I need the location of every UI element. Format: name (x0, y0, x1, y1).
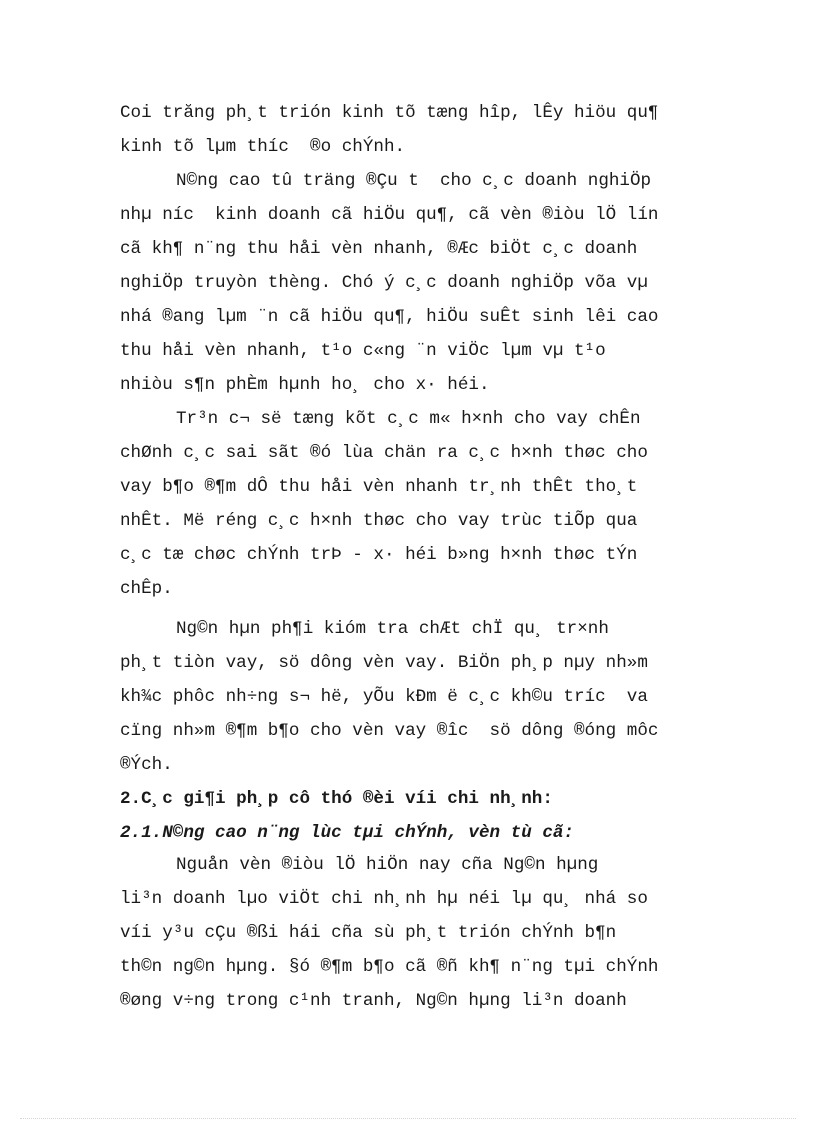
heading-2: 2.C¸c gi¶i ph¸p cô thó ®èi víi chi nh¸nh: (120, 789, 553, 809)
text-line: kinh tõ lµm thíc ®o chÝnh. (120, 137, 406, 157)
paragraph-4 (120, 612, 720, 782)
paragraph-5 (120, 848, 720, 1018)
text-line: c¸c tæ chøc chÝnh trÞ - x· héi b»ng h×nh thøc tÝn (120, 545, 638, 565)
text-line: Coi trăng ph¸t trión kinh tõ tæng hîp, lÊy hiöu qu¶ (120, 103, 659, 123)
paragraph-3 (120, 402, 720, 606)
text-line: cïng nh»m ®¶m b¶o cho vèn vay ®îc sö dông ®óng môc (120, 721, 659, 741)
text-line: chÊp. (120, 579, 173, 599)
text-line: kh¾c phôc nh÷ng s¬ hë, yÕu kÐm ë c¸c kh©u tríc va (120, 687, 648, 707)
page-bottom-rule (20, 1118, 796, 1119)
text-line: cã kh¶ n¨ng thu håi vèn nhanh, ®Æc biÖt c¸c doanh (120, 239, 638, 259)
text-line: nhÊt. Më réng c¸c h×nh thøc cho vay trùc tiÕp qua (120, 511, 638, 531)
text-line: nhµ níc kinh doanh cã hiÖu qu¶, cã vèn ®iòu lÖ lín (120, 205, 659, 225)
text-line: nhiòu s¶n phÈm hµnh ho¸ cho x· héi. (120, 375, 490, 395)
text-line: nhá ®ang lµm ¨n cã hiÖu qu¶, hiÖu suÊt sinh lêi cao (120, 307, 659, 327)
text-line: chØnh c¸c sai sãt ®ó lùa chän ra c¸c h×nh thøc cho (120, 443, 648, 463)
text-line: víi y³u cÇu ®ßi hái cña sù ph¸t trión chÝnh b¶n (120, 923, 617, 943)
text-line: N©ng cao tû träng ®Çu t cho c¸c doanh nghiÖp (176, 171, 652, 191)
text-line: li³n doanh lµo viÖt chi nh¸nh hµ néi lµ qu¸ nhá so (120, 889, 648, 909)
paragraph-2 (120, 164, 720, 402)
section-heading-2 (120, 782, 720, 816)
text-line: Ng©n hµn ph¶i kióm tra chÆt chÏ qu¸ tr×nh (176, 619, 609, 639)
paragraph-1 (120, 96, 720, 164)
text-line: ph¸t tiòn vay, sö dông vèn vay. BiÖn ph¸p nµy nh»m (120, 653, 648, 673)
text-line: thu håi vèn nhanh, t¹o c«ng ¨n viÖc lµm vµ t¹o (120, 341, 606, 361)
text-line: th©n ng©n hµng. §ó ®¶m b¶o cã ®ñ kh¶ n¨ng tµi chÝnh (120, 957, 659, 977)
text-line: vay b¶o ®¶m dÔ thu håi vèn nhanh tr¸nh thÊt tho¸t (120, 477, 638, 497)
text-line: nghiÖp truyòn thèng. Chó ý c¸c doanh nghiÖp võa vµ (120, 273, 648, 293)
heading-2-1: 2.1.N©ng cao n¨ng lùc tµi chÝnh, vèn tù cã: (120, 823, 574, 843)
section-heading-2-1 (120, 816, 720, 850)
text-line: ®øng v÷ng trong c¹nh tranh, Ng©n hµng li³n doanh (120, 991, 627, 1011)
text-line: ®Ých. (120, 755, 173, 775)
text-line: Tr³n c¬ së tæng kõt c¸c m« h×nh cho vay chÊn (176, 409, 641, 429)
text-line: Nguån vèn ®iòu lÖ hiÖn nay cña Ng©n hµng (176, 855, 599, 875)
